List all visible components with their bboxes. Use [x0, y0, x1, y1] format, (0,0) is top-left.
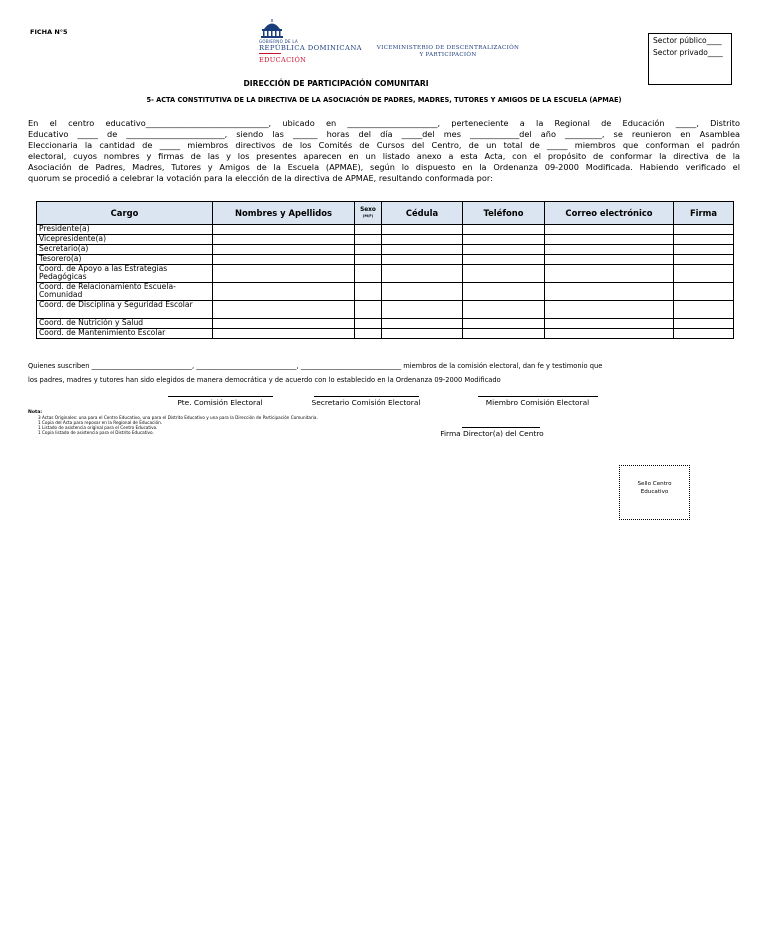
signature-director[interactable]	[432, 427, 552, 438]
vice-line-2: Y PARTICIPACIÓN	[419, 52, 477, 58]
nota-item: 3 Actas Originales: una para el Centro Educativo, una para el Distrito Educativo y una para la Dirección de Participación Comunitaria.	[38, 415, 318, 420]
table-header-row	[37, 202, 734, 225]
sexo-cell[interactable]	[355, 283, 382, 301]
firma-cell[interactable]	[674, 265, 734, 283]
intro-line-4: electoral, cuyos nombres y firmas de las y los presentes aparecen en un listado anexo a esta Acta, con el propósito de conformar la directiva de la	[28, 150, 740, 161]
nota-heading: Nota:	[28, 410, 43, 415]
cargo-cell: Secretario(a)	[37, 245, 213, 255]
correo-cell[interactable]	[545, 225, 674, 235]
correo-cell[interactable]	[545, 301, 674, 319]
signature-secretario[interactable]	[296, 396, 436, 407]
cargo-cell: Coord. de Disciplina y Seguridad Escolar	[37, 301, 213, 319]
nombre-cell[interactable]	[213, 329, 355, 339]
cedula-cell[interactable]	[382, 283, 463, 301]
table-row	[37, 255, 734, 265]
correo-cell[interactable]	[545, 283, 674, 301]
logo-republica: REPÚBLICA DOMINICANA	[259, 44, 362, 52]
intro-line-3[interactable]: Eleccionaria la cantidad de _____ miembros directivos de los Comités de Cursos del Centro, de un total de _____ miembros que conforman el padrón	[28, 139, 740, 150]
correo-cell[interactable]	[545, 255, 674, 265]
nota-item: 1 Listado de asistencia original para el Centro Educativo.	[38, 425, 158, 430]
cedula-cell[interactable]	[382, 255, 463, 265]
signature-line	[314, 396, 419, 397]
nombre-cell[interactable]	[213, 283, 355, 301]
document-subtitle: 5- ACTA CONSTITUTIVA DE LA DIRECTIVA DE LA ASOCIACIÓN DE PADRES, MADRES, TUTORES Y AMIGOS DE LA ESCUELA (APMAE)	[146, 96, 622, 104]
firma-cell[interactable]	[674, 245, 734, 255]
sexo-cell[interactable]	[355, 235, 382, 245]
cedula-cell[interactable]	[382, 225, 463, 235]
nombre-cell[interactable]	[213, 225, 355, 235]
nombre-cell[interactable]	[213, 235, 355, 245]
directiva-table	[36, 201, 734, 339]
table-row	[37, 329, 734, 339]
table-row	[37, 301, 734, 319]
cargo-cell: Coord. de Relacionamiento Escuela-Comunidad	[37, 283, 213, 301]
header-cedula: Cédula	[382, 202, 463, 225]
cedula-cell[interactable]	[382, 301, 463, 319]
intro-line-1[interactable]: En el centro educativo______________________________, ubicado en ______________________, perteneciente a la Regional de Educación _____, Distrito	[28, 118, 740, 128]
table-row	[37, 225, 734, 235]
cedula-cell[interactable]	[382, 319, 463, 329]
signature-line	[168, 396, 273, 397]
intro-line-6: quorum se procedió a celebrar la votación para la elección de la directiva de APMAE, resultando conformada por:	[28, 172, 493, 183]
telefono-cell[interactable]	[463, 245, 545, 255]
signature-line	[462, 427, 540, 428]
header-telefono: Teléfono	[463, 202, 545, 225]
nombre-cell[interactable]	[213, 255, 355, 265]
signature-pte-label: Pte. Comisión Electoral	[177, 398, 263, 407]
intro-line-2[interactable]: Educativo _____ de ________________________, siendo las ______ horas del día _____del mes ____________del año _________, se reunieron en Asamblea	[28, 128, 740, 139]
header-nombres: Nombres y Apellidos	[213, 202, 355, 225]
sexo-cell[interactable]	[355, 265, 382, 283]
sello-line-1: Sello Centro	[637, 481, 672, 487]
viceministerio-heading	[368, 45, 528, 59]
sello-box	[619, 465, 690, 520]
telefono-cell[interactable]	[463, 283, 545, 301]
cargo-cell: Coord. de Apoyo a las Estrategias Pedagógicas	[37, 265, 213, 283]
nombre-cell[interactable]	[213, 301, 355, 319]
firma-cell[interactable]	[674, 225, 734, 235]
sexo-cell[interactable]	[355, 245, 382, 255]
intro-line-5: Asociación de Padres, Madres, Tutores y Amigos de la Escuela (APMAE), según lo dispuesto en la Ordenanza 09-2000 Modificada. Habiendo verificado el	[28, 161, 740, 172]
ministry-logo	[255, 18, 365, 68]
nota-block	[28, 410, 318, 435]
telefono-cell[interactable]	[463, 225, 545, 235]
firma-cell[interactable]	[674, 283, 734, 301]
cedula-cell[interactable]	[382, 245, 463, 255]
correo-cell[interactable]	[545, 245, 674, 255]
ordenanza-statement: los padres, madres y tutores han sido elegidos de manera democrática y de acuerdo con lo establecido en la Ordenanza 09-2000 Modificado	[28, 376, 501, 384]
sector-publico-field[interactable]: Sector público____	[653, 36, 722, 45]
logo-educacion: EDUCACIÓN	[259, 56, 307, 64]
comision-statement[interactable]: Quienes suscriben ______________________________, ______________________________, ______________________________ miembros de la comisión electoral, dan fe y testimonio que	[28, 362, 603, 370]
signature-director-label: Firma Director(a) del Centro	[440, 429, 544, 438]
nombre-cell[interactable]	[213, 319, 355, 329]
signature-miembro[interactable]	[470, 396, 605, 407]
telefono-cell[interactable]	[463, 265, 545, 283]
sexo-cell[interactable]	[355, 225, 382, 235]
capitol-dome-icon	[259, 18, 285, 38]
signature-miembro-label: Miembro Comisión Electoral	[485, 398, 590, 407]
nombre-cell[interactable]	[213, 245, 355, 255]
signature-secretario-label: Secretario Comisión Electoral	[311, 398, 421, 407]
cedula-cell[interactable]	[382, 235, 463, 245]
header-cargo: Cargo	[37, 202, 213, 225]
signature-line	[478, 396, 598, 397]
correo-cell[interactable]	[545, 265, 674, 283]
correo-cell[interactable]	[545, 329, 674, 339]
firma-cell[interactable]	[674, 301, 734, 319]
telefono-cell[interactable]	[463, 319, 545, 329]
header-firma: Firma	[674, 202, 734, 225]
nota-item: 1 Copia listado de asistencia para el Distrito Educativo.	[38, 430, 154, 435]
header-sexo-sub: (M/F)	[362, 214, 374, 218]
table-row	[37, 265, 734, 283]
table-row	[37, 283, 734, 301]
ficha-number: FICHA N°5	[30, 28, 68, 36]
intro-paragraph	[28, 118, 740, 183]
sexo-cell[interactable]	[355, 329, 382, 339]
telefono-cell[interactable]	[463, 255, 545, 265]
nombre-cell[interactable]	[213, 265, 355, 283]
correo-cell[interactable]	[545, 319, 674, 329]
logo-gobierno: GOBIERNO DE LA	[259, 39, 299, 44]
telefono-cell[interactable]	[463, 235, 545, 245]
correo-cell[interactable]	[545, 235, 674, 245]
sexo-cell[interactable]	[355, 255, 382, 265]
firma-cell[interactable]	[674, 255, 734, 265]
cargo-cell: Tesorero(a)	[37, 255, 213, 265]
firma-cell[interactable]	[674, 235, 734, 245]
cargo-cell: Vicepresidente(a)	[37, 235, 213, 245]
document-title: DIRECCIÓN DE PARTICIPACIÓN COMUNITARI	[243, 79, 429, 88]
cedula-cell[interactable]	[382, 329, 463, 339]
header-correo: Correo electrónico	[545, 202, 674, 225]
firma-cell[interactable]	[674, 319, 734, 329]
header-sexo-label: Sexo	[360, 207, 376, 213]
firma-cell[interactable]	[674, 329, 734, 339]
signature-pte[interactable]	[160, 396, 280, 407]
sello-line-2: Educativo	[640, 489, 669, 495]
logo-divider	[259, 53, 281, 54]
telefono-cell[interactable]	[463, 329, 545, 339]
header-sexo	[355, 202, 382, 225]
sexo-cell[interactable]	[355, 319, 382, 329]
table-row	[37, 245, 734, 255]
cargo-cell: Coord. de Mantenimiento Escolar	[37, 329, 213, 339]
vice-line-1: VICEMINISTERIO DE DESCENTRALIZACIÓN	[376, 45, 520, 51]
cargo-cell: Presidente(a)	[37, 225, 213, 235]
table-row	[37, 235, 734, 245]
cargo-cell: Coord. de Nutrición y Salud	[37, 319, 213, 329]
table-row	[37, 319, 734, 329]
cedula-cell[interactable]	[382, 265, 463, 283]
sector-box	[648, 33, 732, 85]
nota-item: 1 Copia del Acta para reposar en la Regional de Educación.	[38, 420, 163, 425]
sexo-cell[interactable]	[355, 301, 382, 319]
sector-privado-field[interactable]: Sector privado____	[653, 48, 723, 57]
telefono-cell[interactable]	[463, 301, 545, 319]
